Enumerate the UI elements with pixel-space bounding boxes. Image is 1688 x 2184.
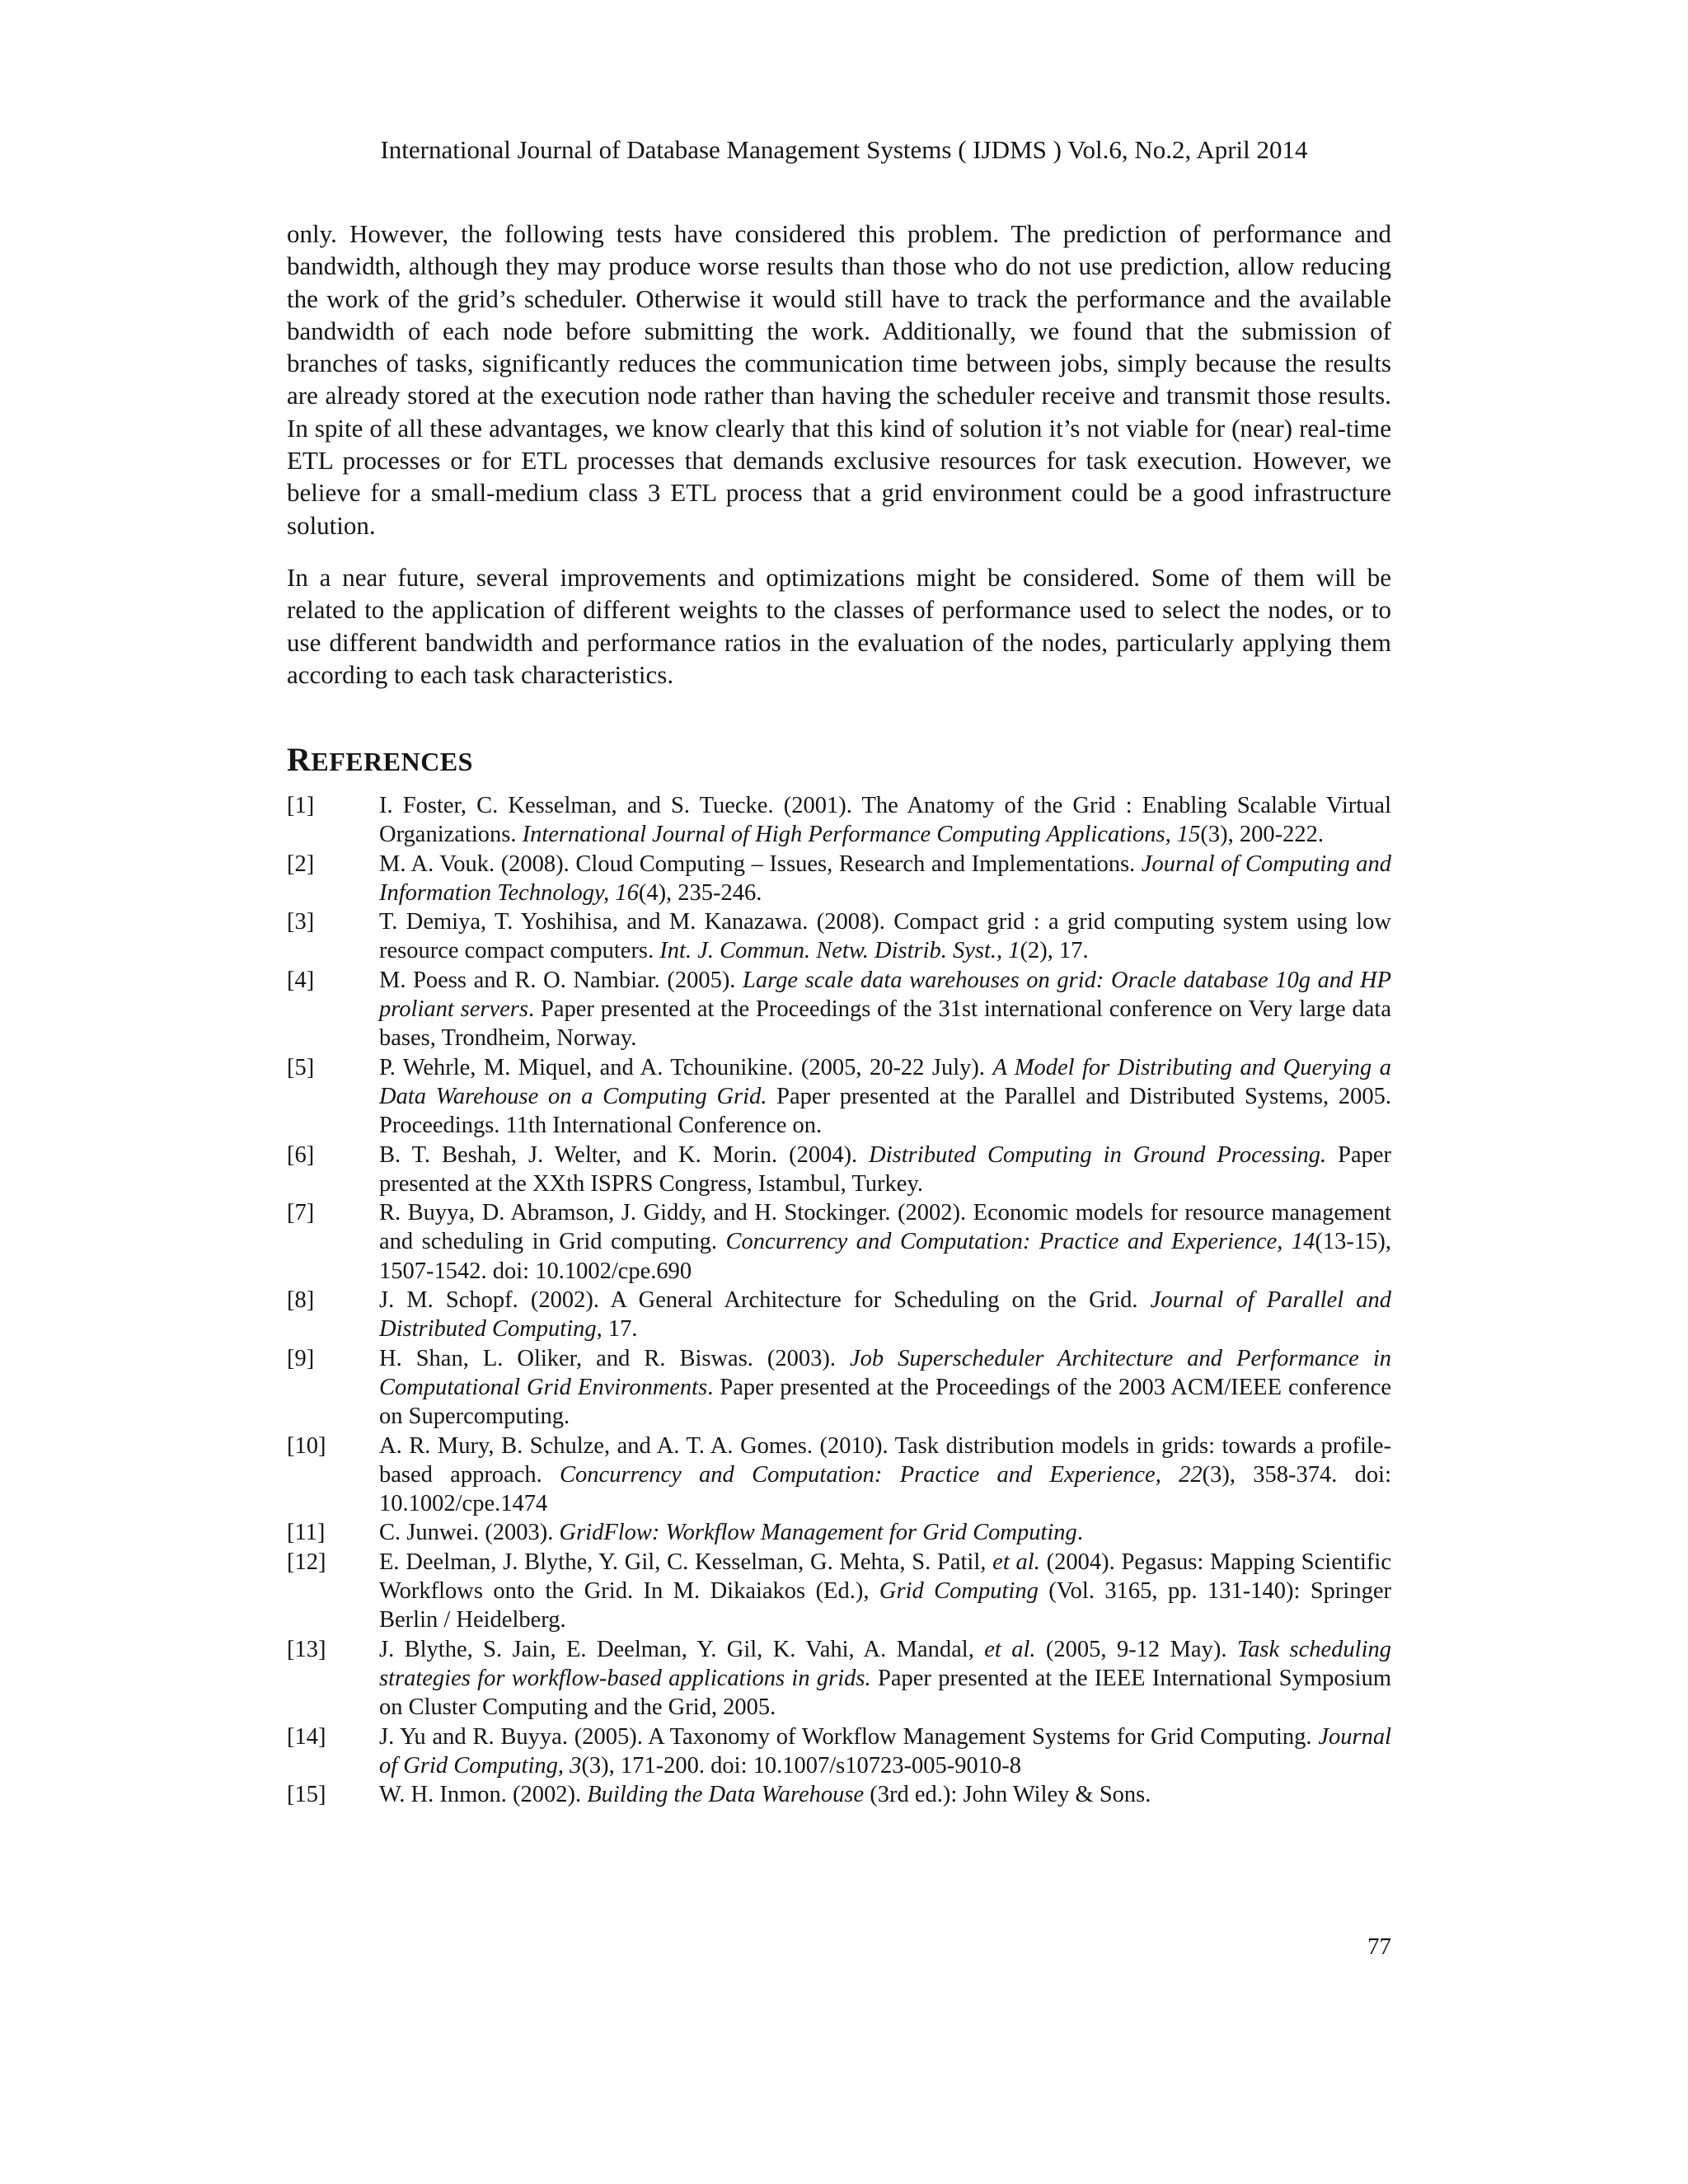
reference-item xyxy=(287,1141,1391,1199)
reference-text xyxy=(379,793,1391,847)
reference-italic-segment: , et al. xyxy=(980,1549,1040,1575)
reference-italic-segment: A Model for Distributing and Querying a Data Warehouse on a Computing Grid. xyxy=(379,1054,1391,1109)
reference-italic-segment: , et al. xyxy=(968,1636,1036,1662)
reference-item xyxy=(287,907,1391,966)
reference-number: [14] xyxy=(287,1723,326,1750)
reference-italic-segment: Large scale data warehouses on grid: Oracle database 10g and HP proliant servers xyxy=(379,967,1391,1023)
running-header: International Journal of Database Management Systems ( IJDMS ) Vol.6, No.2, April 2014 xyxy=(380,135,1308,164)
references-heading-rest: EFERENCES xyxy=(311,747,473,776)
reference-item xyxy=(287,1722,1391,1781)
reference-italic-segment: Job Superscheduler Architecture and Performance in Computational Grid Environments xyxy=(379,1345,1391,1400)
reference-item xyxy=(287,966,1391,1053)
reference-segment: (2), 17. xyxy=(1020,938,1089,964)
reference-segment: . xyxy=(1076,1520,1083,1546)
reference-segment: . Paper presented at the Proceedings of the 2003 ACM/IEEE conference on Supercomputing. xyxy=(379,1374,1391,1430)
reference-segment: T. Demiya, T. Yoshihisa, and M. Kanazawa. (2008). Compact grid : a grid computing system using low resource compact computers. xyxy=(379,909,1391,964)
reference-segment: C. Junwei. (2003). xyxy=(379,1520,560,1546)
reference-text xyxy=(379,1782,1151,1807)
paragraph-conclusion: only. However, the following tests have considered this problem. The prediction of performance and bandwidth, although they may produce worse results than those who do not use prediction, allow reducing the work of the grid’s scheduler. Otherwise it would still have to track the performance and the available bandwidth of each node before submitting the work. Additionally, we found that the submission of branches of tasks, significantly reduces the communication time between jobs, simply because the results are already stored at the execution node rather than having the scheduler receive and transmit those results. In spite of all these advantages, we know clearly that this kind of solution it’s not viable for (near) real-time ETL processes or for ETL processes that demands exclusive resources for task execution. However, we believe for a small-medium class 3 ETL process that a grid environment could be a good infrastructure solution. xyxy=(287,219,1391,540)
reference-text xyxy=(379,1520,1083,1545)
reference-number: [5] xyxy=(287,1054,315,1080)
reference-item xyxy=(287,850,1391,908)
reference-segment: H. Shan, L. Oliker, and R. Biswas. (2003). xyxy=(379,1345,851,1371)
reference-italic-segment: Concurrency and Computation: Practice and Experience, 14 xyxy=(725,1229,1315,1255)
reference-segment: (3), 358-374. doi: 10.1002/cpe.1474 xyxy=(379,1461,1391,1517)
reference-text xyxy=(379,1287,1391,1342)
reference-number: [12] xyxy=(287,1549,326,1575)
reference-number: [7] xyxy=(287,1200,315,1226)
reference-text xyxy=(379,1346,1391,1430)
reference-segment: W. H. Inmon. (2002). xyxy=(379,1782,588,1808)
reference-segment: M. Poess and R. O. Nambiar. (2005). xyxy=(379,967,743,993)
reference-number: [10] xyxy=(287,1432,326,1459)
reference-italic-segment: International Journal of High Performance Computing Applications, 15 xyxy=(522,822,1201,848)
reference-segment: J. M. Schopf. (2002). A General Architecture for Scheduling on the Grid. xyxy=(379,1287,1151,1314)
paragraph-future-work: In a near future, several improvements and optimizations might be considered. Some of them will be related to the application of different weights to the classes of performance used to select the nodes, or to use different bandwidth and performance ratios in the evaluation of the nodes, particularly applying them according to each task characteristics. xyxy=(287,562,1391,689)
reference-number: [13] xyxy=(287,1636,326,1662)
reference-number: [2] xyxy=(287,851,315,877)
reference-italic-segment: GridFlow: Workflow Management for Grid Computing xyxy=(559,1520,1077,1546)
reference-italic-segment: Journal of Parallel and Distributed Computing xyxy=(379,1287,1392,1343)
reference-segment: M. A. Vouk. (2008). Cloud Computing – Issues, Research and Implementations. xyxy=(379,851,1142,877)
reference-item xyxy=(287,1780,1391,1809)
reference-segment: . Paper presented at the Proceedings of the 31st international conference on Very large data bases, Trondheim, Norway. xyxy=(379,996,1391,1052)
reference-item xyxy=(287,1053,1391,1141)
references-heading xyxy=(287,740,473,779)
page-number: 77 xyxy=(1367,1933,1391,1960)
reference-number: [3] xyxy=(287,909,315,935)
reference-item xyxy=(287,1635,1391,1722)
reference-text xyxy=(379,1549,1391,1633)
reference-text xyxy=(379,1142,1391,1197)
reference-list xyxy=(287,791,1391,1809)
reference-text xyxy=(379,1433,1391,1517)
body-text xyxy=(287,218,1391,710)
reference-item xyxy=(287,1518,1391,1547)
reference-number: [15] xyxy=(287,1782,326,1808)
reference-segment: A. R. Mury, B. Schulze, and A. T. A. Gomes. (2010). Task distribution models in grids: towards a profile-based approach. xyxy=(379,1432,1391,1488)
reference-italic-segment: Concurrency and Computation: Practice and Experience, 22 xyxy=(560,1461,1203,1488)
reference-segment: (3rd ed.): John Wiley & Sons. xyxy=(864,1782,1151,1808)
reference-italic-segment: Distributed Computing in Ground Processing. xyxy=(869,1141,1327,1168)
reference-segment: Paper presented at the XXth ISPRS Congress, Istambul, Turkey. xyxy=(379,1141,1391,1197)
reference-text xyxy=(379,1637,1391,1721)
reference-item xyxy=(287,1286,1391,1344)
references-heading-initial: R xyxy=(287,741,312,778)
reference-segment: , 17. xyxy=(596,1316,638,1343)
reference-number: [9] xyxy=(287,1345,315,1371)
reference-item xyxy=(287,1548,1391,1635)
reference-text xyxy=(379,1724,1391,1779)
reference-segment: (2005, 9-12 May). xyxy=(1035,1636,1237,1662)
reference-text xyxy=(379,968,1391,1052)
reference-text xyxy=(379,909,1391,963)
reference-segment: (4), 235-246. xyxy=(638,879,762,906)
reference-segment: J. Yu and R. Buyya. (2005). A Taxonomy of Workflow Management Systems for Grid Computing. xyxy=(379,1723,1319,1750)
reference-number: [1] xyxy=(287,793,315,818)
reference-number: [6] xyxy=(287,1141,315,1168)
reference-item xyxy=(287,1198,1391,1286)
reference-segment: J. Blythe, S. Jain, E. Deelman, Y. Gil, K. Vahi, A. Mandal xyxy=(379,1636,968,1662)
reference-segment: (Vol. 3165, pp. 131-140): Springer Berlin / Heidelberg. xyxy=(379,1578,1391,1633)
reference-segment: R. Buyya, D. Abramson, J. Giddy, and H. Stockinger. (2002). Economic models for resource management and scheduling in Grid computing. xyxy=(379,1200,1391,1255)
reference-item xyxy=(287,1432,1391,1519)
reference-italic-segment: Building the Data Warehouse xyxy=(587,1782,865,1808)
reference-text xyxy=(379,1200,1391,1284)
reference-segment: I. Foster, C. Kesselman, and S. Tuecke. (2001). The Anatomy of the Grid : Enabling Scalable Virtual Organizations. xyxy=(379,793,1391,848)
reference-number: [11] xyxy=(287,1520,326,1546)
reference-segment: (2004). Pegasus: Mapping Scientific Workflows onto the Grid. In M. Dikaiakos (Ed.), xyxy=(379,1549,1391,1605)
reference-segment: B. T. Beshah, J. Welter, and K. Morin. (2004). xyxy=(379,1141,870,1168)
reference-segment: (13-15), 1507-1542. doi: 10.1002/cpe.690 xyxy=(379,1229,1391,1284)
reference-segment: (3), 200-222. xyxy=(1200,822,1324,848)
reference-item xyxy=(287,791,1391,850)
reference-segment: Paper presented at the IEEE International Symposium on Cluster Computing and the Grid, 2005. xyxy=(379,1665,1391,1721)
reference-segment: Paper presented at the Parallel and Distributed Systems, 2005. Proceedings. 11th International Conference on. xyxy=(379,1083,1391,1139)
reference-italic-segment: Int. J. Commun. Netw. Distrib. Syst., 1 xyxy=(659,938,1020,964)
reference-italic-segment: Grid Computing xyxy=(879,1578,1039,1605)
reference-item xyxy=(287,1344,1391,1432)
reference-number: [4] xyxy=(287,967,315,993)
reference-segment: (3), 171-200. doi: 10.1007/s10723-005-9010-8 xyxy=(581,1752,1021,1779)
reference-text xyxy=(379,851,1391,906)
reference-italic-segment: Journal of Grid Computing, 3 xyxy=(379,1723,1391,1779)
reference-italic-segment: Journal of Computing and Information Technology, 16 xyxy=(379,851,1391,906)
reference-number: [8] xyxy=(287,1287,315,1314)
reference-text xyxy=(379,1055,1391,1139)
reference-segment: E. Deelman, J. Blythe, Y. Gil, C. Kesselman, G. Mehta, S. Patil xyxy=(379,1549,981,1575)
reference-italic-segment: Task scheduling strategies for workflow-based applications in grids. xyxy=(379,1636,1391,1691)
reference-segment: P. Wehrle, M. Miquel, and A. Tchounikine. (2005, 20-22 July). xyxy=(379,1054,993,1080)
